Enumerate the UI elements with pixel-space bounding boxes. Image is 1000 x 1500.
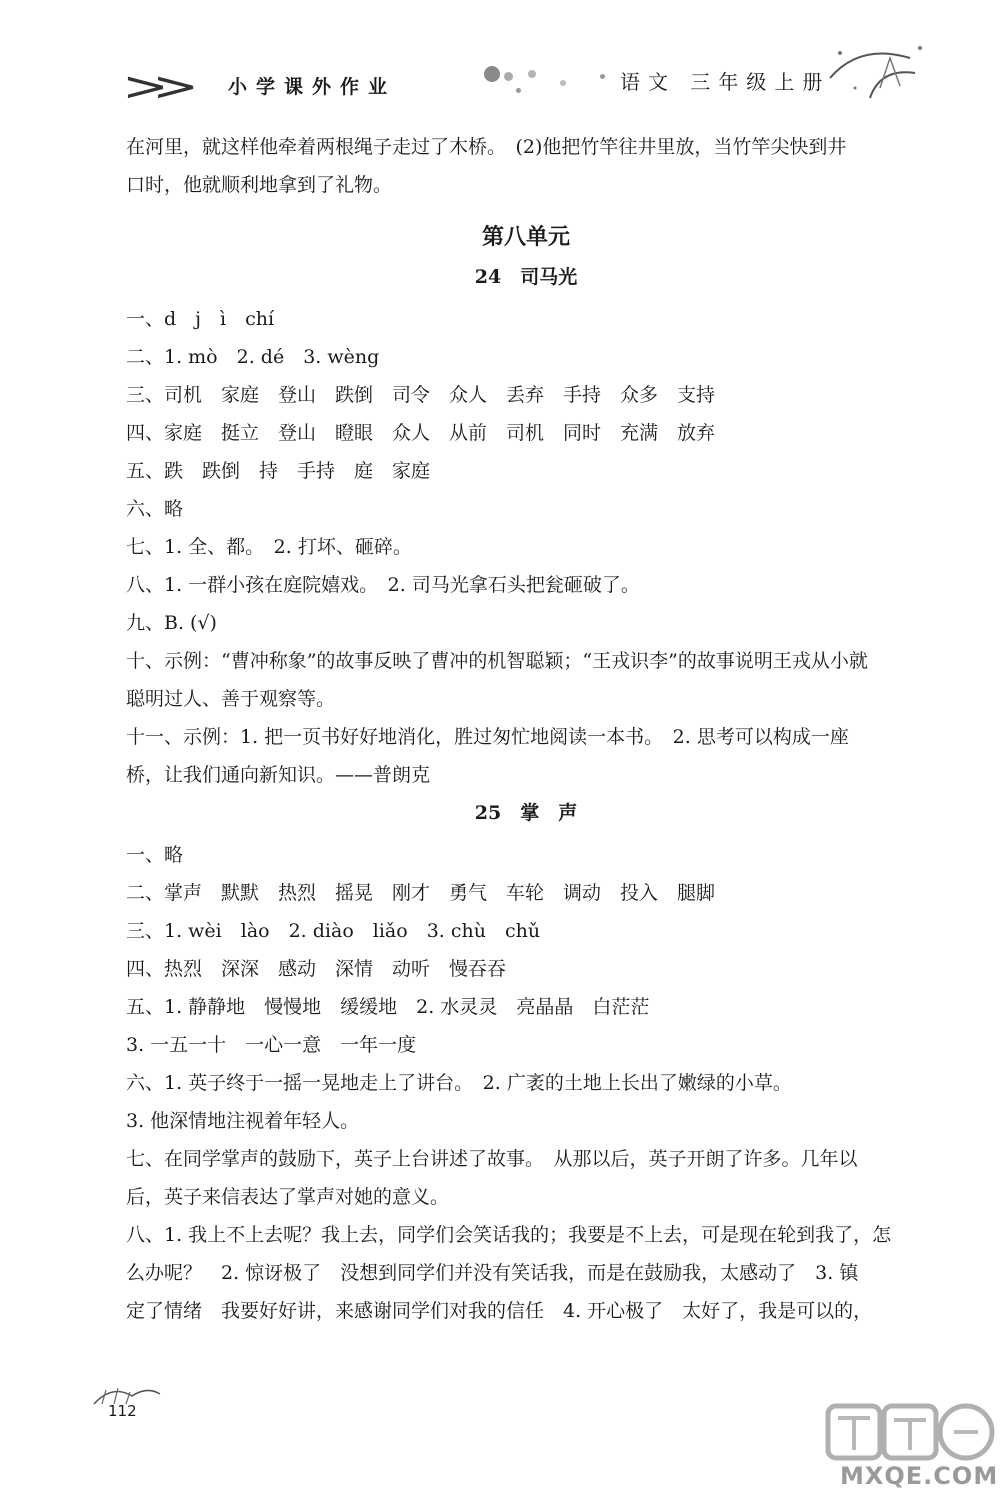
answer-line: 六、1. 英子终于一摇一晃地走上了讲台。 2. 广袤的土地上长出了嫩绿的小草。	[126, 1072, 792, 1094]
leaf-sketch-icon	[820, 38, 930, 108]
answer-line: 七、在同学掌声的鼓励下，英子上台讲述了故事。 从那以后，英子开朗了许多。几年以	[126, 1148, 858, 1170]
answer-line: 五、1. 静静地 慢慢地 缓缓地 2. 水灵灵 亮晶晶 白茫茫	[126, 996, 650, 1018]
unit-title: 第八单元	[481, 224, 570, 250]
lesson-title: 25 掌 声	[474, 802, 578, 824]
answer-line: 一、略	[126, 844, 184, 866]
answer-line: 七、1. 全、都。 2. 打坏、砸碎。	[126, 536, 412, 558]
answer-line: 一、d j ì chí	[126, 308, 275, 330]
answer-line: 八、1. 我上不上去呢？我上去，同学们会笑话我的；我要是不上去，可是现在轮到我了，怎	[126, 1224, 892, 1246]
answer-line: 六、略	[126, 498, 184, 520]
answer-line: 三、1. wèi lào 2. diào liǎo 3. chù chǔ	[126, 920, 541, 942]
watermark-url: MXQE.COM	[840, 1462, 999, 1490]
text-line: 口时，他就顺利地拿到了礼物。	[126, 174, 393, 196]
lesson-title: 24 司马光	[474, 266, 578, 288]
subject-grade-label: 语文 三年级上册	[620, 70, 831, 94]
answer-line: 四、家庭 挺立 登山 瞪眼 众人 从前 司机 同时 充满 放弃	[126, 422, 716, 444]
answer-line: 么办呢？ 2. 惊讶极了 没想到同学们并没有笑话我，而是在鼓励我，太感动了 3. 镇	[126, 1262, 859, 1284]
page-number: 112	[108, 1402, 137, 1420]
answer-line: 聪明过人、善于观察等。	[126, 688, 336, 710]
series-title: 小学课外作业	[228, 76, 397, 98]
answer-line: 四、热烈 深深 感动 深情 动听 慢吞吞	[126, 958, 507, 980]
answer-line: 十一、示例：1. 把一页书好好地消化，胜过匆忙地阅读一本书。 2. 思考可以构成一座	[126, 726, 849, 748]
text-line: 在河里，就这样他牵着两根绳子走过了木桥。 (2)他把竹竿往井里放，当竹竿尖快到井	[126, 136, 847, 158]
answer-line: 三、司机 家庭 登山 跌倒 司令 众人 丢弃 手持 众多 支持	[126, 384, 716, 406]
answer-line: 九、B. (√)	[126, 612, 217, 634]
answer-line: 桥，让我们通向新知识。——普朗克	[126, 764, 431, 786]
answer-line: 3. 他深情地注视着年轻人。	[126, 1110, 360, 1132]
double-chevron-icon: >>	[122, 64, 183, 110]
answer-line: 后，英子来信表达了掌声对她的意义。	[126, 1186, 450, 1208]
answer-line: 十、示例：“曹冲称象”的故事反映了曹冲的机智聪颖；“王戎识李”的故事说明王戎从小就	[126, 650, 868, 672]
answer-line: 二、掌声 默默 热烈 摇晃 刚才 勇气 车轮 调动 投入 腿脚	[126, 882, 716, 904]
answer-line: 五、跌 跌倒 持 手持 庭 家庭	[126, 460, 431, 482]
answer-line: 二、1. mò 2. dé 3. wèng	[126, 346, 380, 368]
answer-line: 八、1. 一群小孩在庭院嬉戏。 2. 司马光拿石头把瓮砸破了。	[126, 574, 640, 596]
answer-line: 定了情绪 我要好好讲，来感谢同学们对我的信任 4. 开心极了 太好了，我是可以的，	[126, 1300, 873, 1322]
page-header	[0, 0, 1000, 120]
answer-content	[126, 128, 926, 1330]
answer-line: 3. 一五一十 一心一意 一年一度	[126, 1034, 417, 1056]
